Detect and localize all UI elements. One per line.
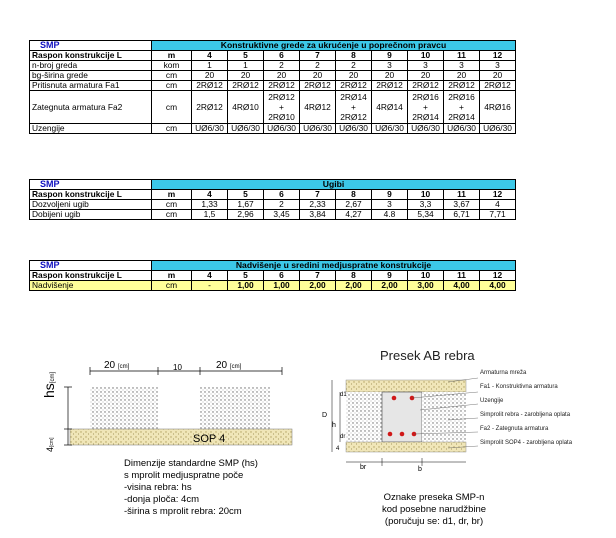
cell-value: 4RØ10	[228, 91, 264, 124]
cell-value: 20	[300, 71, 336, 81]
row-unit: cm	[152, 200, 192, 210]
cell-value: 2RØ12	[444, 81, 480, 91]
cell-value: UØ6/30	[444, 124, 480, 134]
cell-value: UØ6/30	[300, 124, 336, 134]
row-label: Raspon konstrukcije L	[30, 190, 152, 200]
dim-d: D	[322, 412, 328, 419]
table-nadvisenje	[29, 260, 516, 291]
cell-value: 2RØ12	[372, 81, 408, 91]
dim-10: 10	[173, 363, 182, 372]
cell-value: 3,00	[408, 281, 444, 291]
row-label: Nadvišenje	[30, 281, 152, 291]
cell-value: 2RØ12	[228, 81, 264, 91]
table-row	[30, 190, 516, 200]
cell-value: 1	[228, 61, 264, 71]
dim-20b: 20 [cm]	[216, 360, 242, 371]
row-label: Uzengije	[30, 124, 152, 134]
dim-dr: dr	[340, 434, 346, 440]
table-ugibi	[29, 179, 516, 220]
cell-value: 2RØ16 + 2RØ14	[444, 91, 480, 124]
cell-value: 3	[372, 61, 408, 71]
cell-value: 4,00	[444, 281, 480, 291]
cell-value: 2RØ12	[192, 91, 228, 124]
cell-value: 2RØ14 + 2RØ12	[336, 91, 372, 124]
legend-item: Fa1 - Konstruktivna armatura	[480, 384, 558, 390]
cell-value: 10	[408, 51, 444, 61]
cell-value: 20	[480, 71, 516, 81]
row-unit: cm	[152, 71, 192, 81]
table-row	[30, 81, 516, 91]
caption-line: s mprolit medjuspratne poče	[124, 470, 244, 481]
cell-value: 3	[480, 61, 516, 71]
cell-value: 4	[192, 51, 228, 61]
section-title: Presek AB rebra	[380, 348, 475, 363]
cell-value: 1,5	[192, 210, 228, 220]
row-unit: cm	[152, 91, 192, 124]
row-label: Raspon konstrukcije L	[30, 271, 152, 281]
cell-value: 11	[444, 51, 480, 61]
cell-value: 3,45	[264, 210, 300, 220]
table-row	[30, 61, 516, 71]
cell-value: 9	[372, 271, 408, 281]
cell-value: 4	[192, 271, 228, 281]
row-unit: cm	[152, 210, 192, 220]
table-row	[30, 200, 516, 210]
dim-20a: 20 [cm]	[104, 360, 130, 371]
cell-value: 6	[264, 271, 300, 281]
cell-value: 9	[372, 190, 408, 200]
cell-value: 1,00	[264, 281, 300, 291]
four-label: 4[cm]	[45, 437, 55, 452]
cell-value: 2	[336, 61, 372, 71]
caption-line: kod posebne narudžbine	[382, 504, 487, 515]
legend-item: Uzengije	[480, 398, 504, 404]
cell-value: 4RØ12	[300, 91, 336, 124]
row-label: Raspon konstrukcije L	[30, 51, 152, 61]
cell-value: 2,00	[336, 281, 372, 291]
cell-value: 11	[444, 190, 480, 200]
table-title: Ugibi	[152, 180, 516, 190]
cell-value: 20	[192, 71, 228, 81]
dim-d1: d1	[340, 392, 347, 398]
cell-value: 2,00	[372, 281, 408, 291]
cell-value: 6	[264, 190, 300, 200]
legend-item: Simprolit rebra - zarobljena oplata	[480, 412, 571, 418]
cell-value: 8	[336, 51, 372, 61]
legend-item: Armaturna mreža	[480, 370, 527, 376]
cell-value: 1,67	[228, 200, 264, 210]
cell-value: 3	[372, 200, 408, 210]
cell-value: 5	[228, 51, 264, 61]
cell-value: 7	[300, 190, 336, 200]
cell-value: UØ6/30	[408, 124, 444, 134]
cell-value: 20	[228, 71, 264, 81]
table-row	[30, 210, 516, 220]
caption-line: (poručuju se: d1, dr, br)	[384, 516, 484, 527]
cell-value: 20	[444, 71, 480, 81]
dim-b: b	[418, 466, 422, 473]
smp-label: SMP	[30, 180, 152, 190]
table-row	[30, 124, 516, 134]
rib-section-drawing	[328, 370, 478, 470]
row-label: Pritisnuta armatura Fa1	[30, 81, 152, 91]
caption-line: -širina s mprolit rebra: 20cm	[124, 506, 242, 517]
row-unit: cm	[152, 124, 192, 134]
rib-right	[200, 387, 270, 429]
cell-value: 7	[300, 51, 336, 61]
cell-value: 7,71	[480, 210, 516, 220]
cell-value: UØ6/30	[336, 124, 372, 134]
cell-value: 5,34	[408, 210, 444, 220]
cell-value: 2RØ16 + 2RØ14	[408, 91, 444, 124]
cell-value: 4,00	[480, 281, 516, 291]
cell-value: 2	[300, 61, 336, 71]
cell-value: 6,71	[444, 210, 480, 220]
section-legend	[480, 366, 572, 450]
row-label: n-broj greda	[30, 61, 152, 71]
dim-br: br	[360, 464, 367, 471]
cell-value: 6	[264, 51, 300, 61]
rib-left	[90, 387, 158, 429]
cell-value: 2RØ12 + 2RØ10	[264, 91, 300, 124]
row-label: Zategnuta armatura Fa2	[30, 91, 152, 124]
dim-4: 4	[336, 446, 340, 452]
cell-value: 4,27	[336, 210, 372, 220]
cell-value: UØ6/30	[228, 124, 264, 134]
cell-value: 5	[228, 271, 264, 281]
cell-value: 4	[192, 190, 228, 200]
cell-value: 2,96	[228, 210, 264, 220]
cell-value: 3,3	[408, 200, 444, 210]
caption-line: Oznake preseka SMP-n	[383, 492, 485, 503]
row-label: Dozvoljeni ugib	[30, 200, 152, 210]
cell-value: 2,33	[300, 200, 336, 210]
cell-value: UØ6/30	[480, 124, 516, 134]
cell-value: 2,00	[300, 281, 336, 291]
cell-value: 2RØ12	[264, 81, 300, 91]
right-caption	[382, 492, 486, 528]
cell-value: 8	[336, 271, 372, 281]
cell-value: 2RØ12	[480, 81, 516, 91]
caption-line: Dimenzije standardne SMP (hs)	[124, 458, 258, 469]
row-label: bg-širina grede	[30, 71, 152, 81]
cell-value: 1	[192, 61, 228, 71]
cell-value: 3,84	[300, 210, 336, 220]
cell-value: 20	[336, 71, 372, 81]
cell-value: 9	[372, 51, 408, 61]
cell-value: 2RØ12	[408, 81, 444, 91]
cell-value: 12	[480, 271, 516, 281]
cell-value: 4RØ16	[480, 91, 516, 124]
row-unit: cm	[152, 281, 192, 291]
table-row	[30, 51, 516, 61]
cell-value: 3,67	[444, 200, 480, 210]
row-unit: m	[152, 51, 192, 61]
table-row	[30, 71, 516, 81]
row-unit: cm	[152, 81, 192, 91]
table-row	[30, 271, 516, 281]
cell-value: -	[192, 281, 228, 291]
cell-value: 4.8	[372, 210, 408, 220]
row-label: Dobijeni ugib	[30, 210, 152, 220]
cell-value: 12	[480, 51, 516, 61]
cell-value: 2RØ12	[192, 81, 228, 91]
cell-value: 11	[444, 271, 480, 281]
row-unit: kom	[152, 61, 192, 71]
table-row	[30, 281, 516, 291]
table-title: Konstruktivne grede za ukrućenje u poprečnom pravcu	[152, 41, 516, 51]
cell-value: 20	[408, 71, 444, 81]
cell-value: UØ6/30	[372, 124, 408, 134]
cell-value: UØ6/30	[264, 124, 300, 134]
cell-value: 5	[228, 190, 264, 200]
row-unit: m	[152, 271, 192, 281]
hs-label: hs[cm]	[41, 371, 57, 398]
sop-slab	[70, 429, 292, 445]
cell-value: 2,67	[336, 200, 372, 210]
smp-label: SMP	[30, 261, 152, 271]
smp-label: SMP	[30, 41, 152, 51]
left-caption	[124, 458, 258, 518]
cell-value: 2RØ12	[336, 81, 372, 91]
cell-value: 3	[408, 61, 444, 71]
cell-value: 8	[336, 190, 372, 200]
cell-value: UØ6/30	[192, 124, 228, 134]
cell-value: 7	[300, 271, 336, 281]
cell-value: 3	[444, 61, 480, 71]
cell-value: 4	[480, 200, 516, 210]
dim-h: h	[332, 422, 336, 429]
sop-label: SOP 4	[193, 433, 226, 445]
cell-value: 2	[264, 200, 300, 210]
cell-value: 10	[408, 271, 444, 281]
cell-value: 2	[264, 61, 300, 71]
cell-value: 10	[408, 190, 444, 200]
legend-item: Simprolit SOP4 - zarobljena oplata	[480, 440, 573, 446]
table-title: Nadvišenje u sredini medjuspratne konstrukcije	[152, 261, 516, 271]
cell-value: 20	[264, 71, 300, 81]
row-unit: m	[152, 190, 192, 200]
cell-value: 20	[372, 71, 408, 81]
cell-value: 4RØ14	[372, 91, 408, 124]
caption-line: -donja ploča: 4cm	[124, 494, 199, 505]
table-row	[30, 91, 516, 124]
legend-item: Fa2 - Zategnuta armatura	[480, 426, 549, 432]
caption-line: -visina rebra: hs	[124, 482, 192, 493]
cell-value: 12	[480, 190, 516, 200]
cell-value: 1,00	[228, 281, 264, 291]
cell-value: 2RØ12	[300, 81, 336, 91]
table-ukrucenje	[29, 40, 516, 134]
cell-value: 1,33	[192, 200, 228, 210]
